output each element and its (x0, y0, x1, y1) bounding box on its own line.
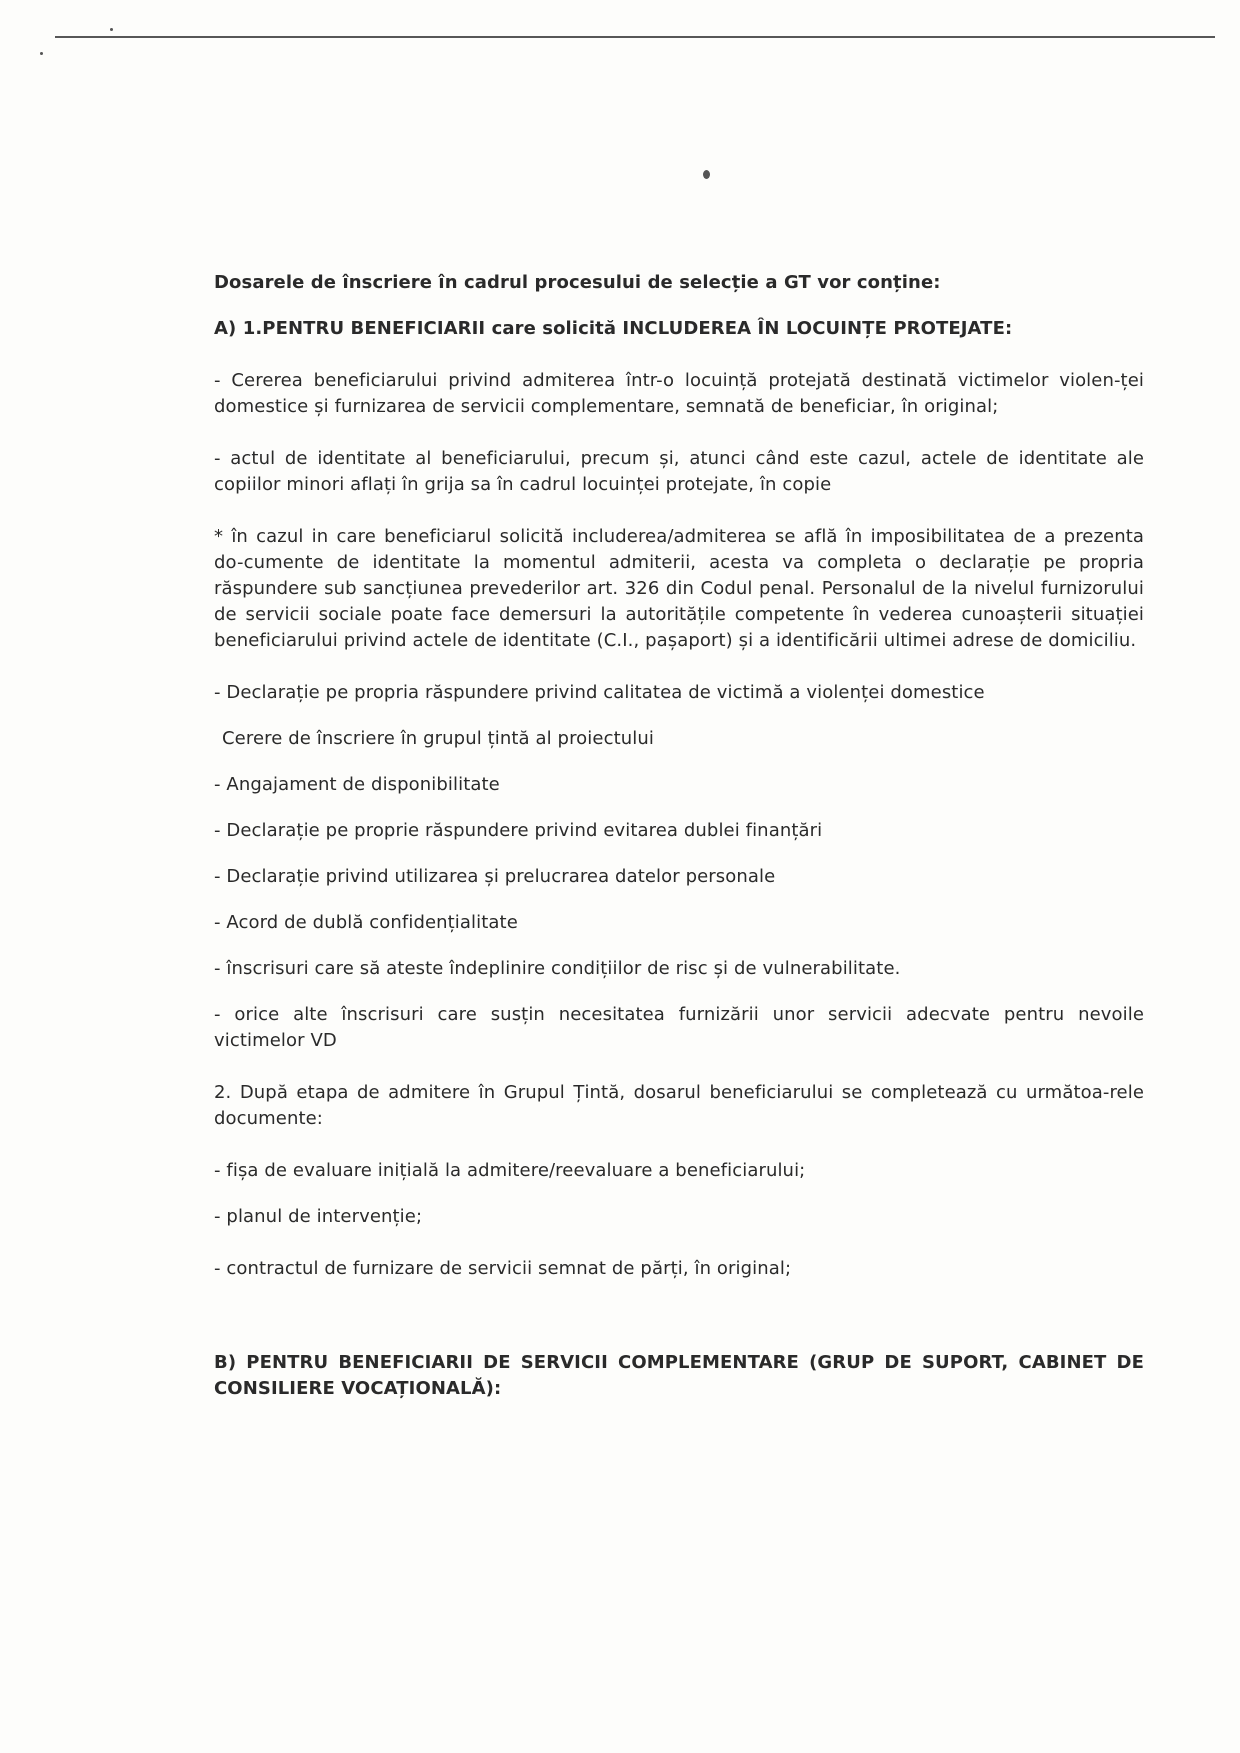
list-item: * în cazul in care beneficiarul solicită includerea/admiterea se află în imposibilitatea de a prezenta do-cumente de identitate la momentul admiterii, acesta va completa o declarație pe propria răspundere sub sancțiunea prevederilor art. 326 din Codul penal. Personalul de la nivelul furnizorului de servicii sociale poate face demersuri la autoritățile competente în vederea cunoașterii situației beneficiarului privind actele de identitate (C.I., pașaport) și a identificării ultimei adrese de domiciliu. (214, 526, 1144, 651)
list-item: - orice alte înscrisuri care susțin necesitatea furnizării unor servicii adecvate pentru nevoile victimelor VD (214, 1004, 1144, 1051)
list-item: - contractul de furnizare de servicii semnat de părți, în original; (214, 1258, 792, 1279)
list-item: - planul de intervenție; (214, 1206, 423, 1227)
list-item: - Angajament de disponibilitate (214, 774, 500, 795)
document-intro: Dosarele de înscriere în cadrul procesului de selecție a GT vor conține: (214, 272, 941, 293)
scan-top-rule (55, 36, 1215, 38)
list-item: - Declarație pe proprie răspundere privind evitarea dublei finanțări (214, 820, 823, 841)
list-item: - Declarație pe propria răspundere privind calitatea de victimă a violenței domestice (214, 682, 985, 703)
section-a2-paragraph: 2. După etapa de admitere în Grupul Țintă, dosarul beneficiarului se completează cu următoa-rele documente: (214, 1082, 1144, 1129)
list-item: - Cererea beneficiarului privind admiterea într-o locuință protejată destinată victimelor violen-ței domestice și furnizarea de servicii complementare, semnată de beneficiar, în original; (214, 370, 1144, 417)
document-body (214, 270, 1144, 1402)
section-b-heading: B) PENTRU BENEFICIARII DE SERVICII COMPLEMENTARE (GRUP DE SUPORT, CABINET DE CONSILIERE VOCAȚIONALĂ): (214, 1352, 1144, 1399)
scan-speck (110, 28, 113, 31)
list-item: - Declarație privind utilizarea și prelucrarea datelor personale (214, 866, 776, 887)
list-item: - actul de identitate al beneficiarului, precum și, atunci când este cazul, actele de identitate ale copiilor minori aflați în grija sa în cadrul locuinței protejate, în copie (214, 448, 1144, 495)
scan-speck (703, 170, 710, 179)
section-a-heading: A) 1.PENTRU BENEFICIARII care solicită INCLUDEREA ÎN LOCUINȚE PROTEJATE: (214, 318, 1013, 339)
list-item: - înscrisuri care să ateste îndeplinire condițiilor de risc și de vulnerabilitate. (214, 958, 901, 979)
list-item: Cerere de înscriere în grupul țintă al proiectului (222, 728, 654, 749)
list-item: - Acord de dublă confidențialitate (214, 912, 518, 933)
scan-speck (40, 52, 43, 55)
list-item: - fișa de evaluare inițială la admitere/reevaluare a beneficiarului; (214, 1160, 806, 1181)
